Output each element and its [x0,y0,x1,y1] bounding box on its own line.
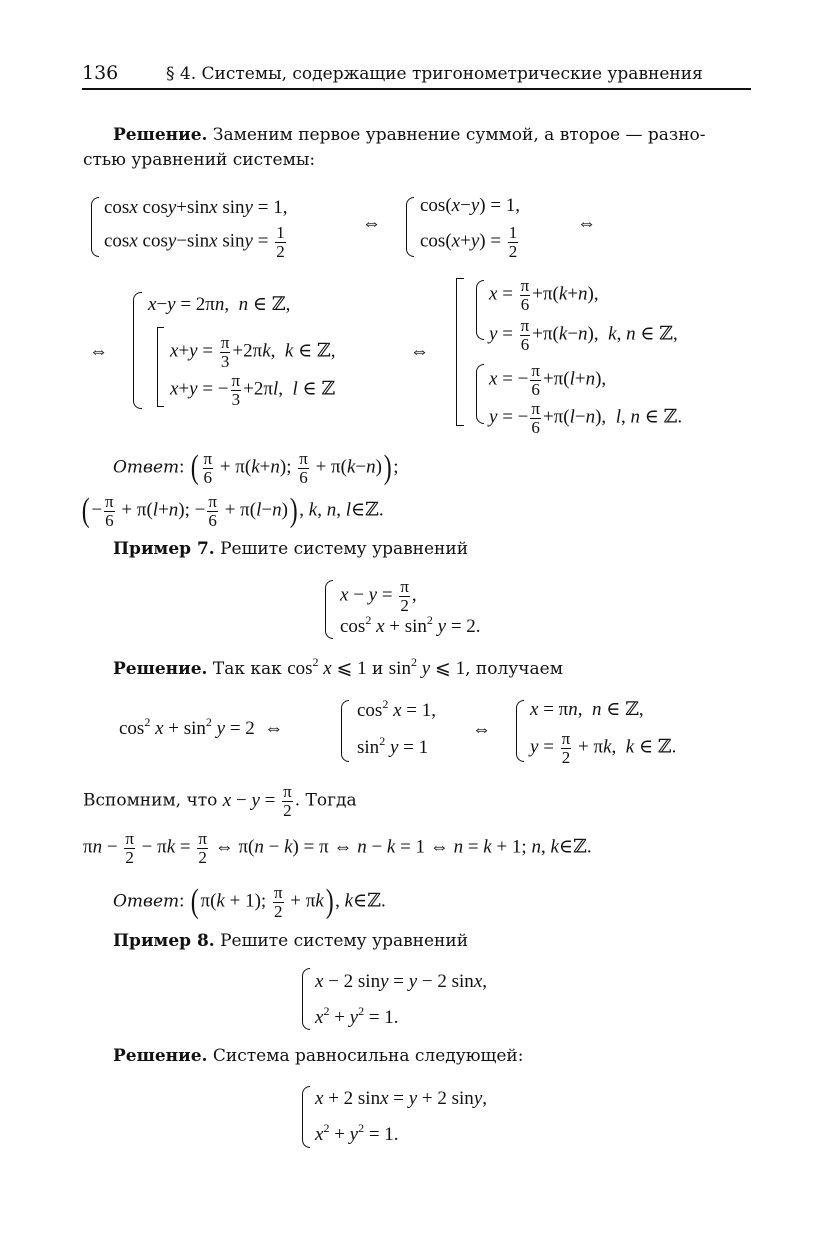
example-8-label: Пример 8. [113,931,215,951]
recall-text-b: . Тогда [294,790,357,811]
answer-label: Ответ [113,891,180,912]
brace [406,197,414,257]
solution-7-text-a: Так как [212,659,282,679]
solution-label: Решение. [113,125,208,145]
solution-7-paragraph: Решение. Так как $\cos^2 x$ ⩽ 1 и $\sin^2 y$ ⩽ 1, получаем [113,655,563,679]
solution-paragraph-1-cont: стью уравнений системы: [83,150,316,170]
bracket [157,327,164,407]
brace [302,968,310,1030]
solution-7-text-c: , получаем [465,659,563,679]
solution-8-paragraph [113,1048,523,1065]
brace [341,700,349,762]
solution-text: Заменим первое уравнение суммой, а второе — разно- [212,125,706,145]
example-7-label: Пример 7. [113,539,215,559]
solution-8-text: Система равносильна следующей: [212,1046,524,1066]
solution-label: Решение. [113,1046,208,1066]
answer-1-line-1: Ответ: ( $\frac{\pi}{6}$ + π(k+n); $\frac{\pi}{6}$ + π(k−n)); [113,449,399,487]
recall-text-a: Вспомним, что [83,790,218,811]
recall-line: Вспомним, что x − y = $\frac{\pi}{2}$ . Тогда [83,782,357,820]
brace [325,580,333,639]
answer-1-line-2: (− $\frac{\pi}{6}$ + π(l+n); − $\frac{\pi}{6}$ + π(l−n)), k, n, l∈ℤ. [81,492,384,530]
page-number: 136 [82,62,119,84]
solution-7-text-b: и [372,659,384,679]
brace [516,700,524,762]
header-rule [82,88,751,90]
brace [91,197,99,257]
bracket [456,278,464,426]
example-8-text: Решите систему уравнений [220,931,469,951]
solution-paragraph-1 [113,127,706,144]
brace [302,1086,310,1148]
brace [133,292,142,409]
answer-2: Ответ: (π(k + 1); $\frac{\pi}{2}$ + πk), k∈ℤ. [113,883,386,921]
brace [476,280,484,340]
example-7-heading [113,541,468,558]
equation-chain: πn − $\frac{\pi}{2}$ − πk = $\frac{\pi}{2}$ ⇔ π(n − k) = π ⇔ n − k = 1 ⇔ n = k + 1; n, k∈ℤ. [83,829,592,867]
answer-label: Ответ [113,457,180,478]
solution-label: Решение. [113,659,208,679]
example-8-heading [113,933,468,950]
brace [476,364,484,424]
running-title: § 4. Системы, содержащие тригонометрические уравнения [166,64,703,84]
example-7-text: Решите систему уравнений [220,539,469,559]
